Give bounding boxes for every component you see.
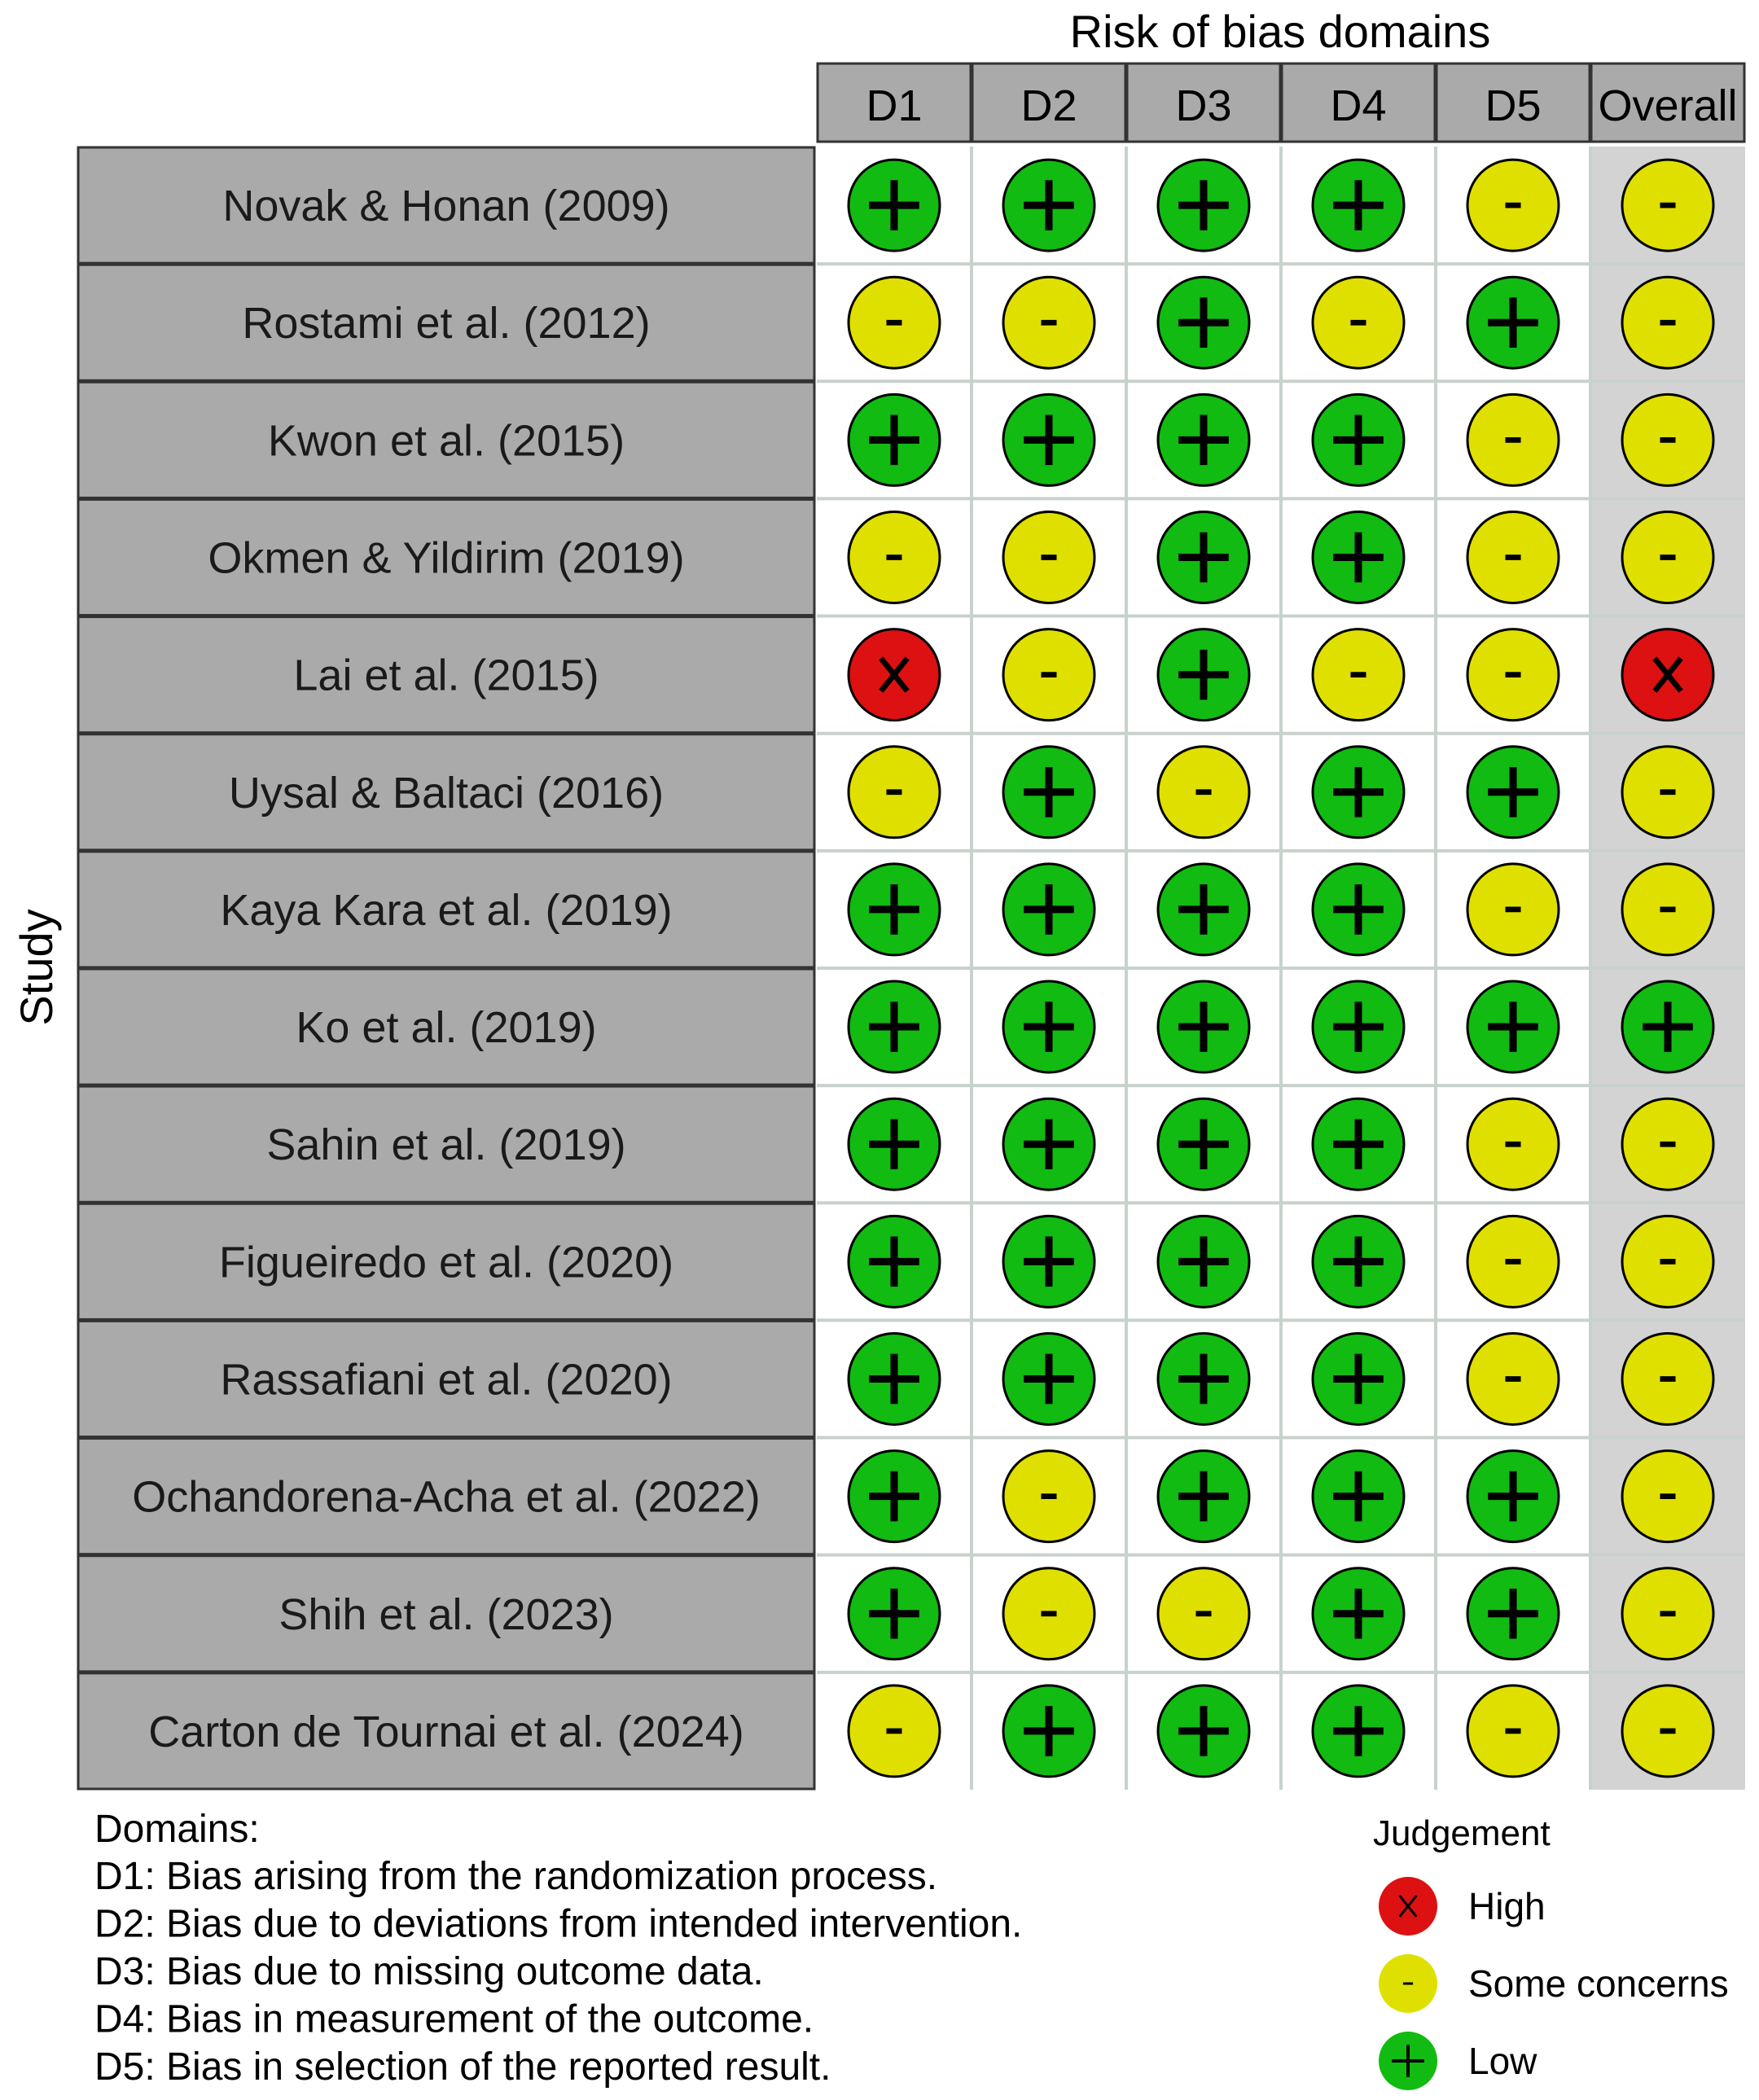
judgement-mark [849,981,940,1072]
judgement-mark [1313,1333,1404,1424]
judgement-mark [1622,1333,1713,1424]
judgement-mark [1158,747,1249,838]
study-label: Okmen & Yildirim (2019) [208,533,685,583]
domain-description: D5: Bias in selection of the reported result. [94,2045,831,2089]
column-header-label: D4 [1330,81,1387,130]
study-label: Kaya Kara et al. (2019) [220,885,673,935]
legend-label: Some concerns [1468,1962,1729,2005]
column-header-label: D5 [1485,81,1542,130]
domain-descriptions [94,1808,1022,2089]
study-label: Kwon et al. (2015) [267,416,625,466]
judgement-mark [1467,981,1559,1072]
study-label: Ochandorena-Acha et al. (2022) [132,1472,761,1522]
study-label: Figueiredo et al. (2020) [218,1238,674,1287]
judgement-mark [1622,1568,1713,1659]
judgement-mark [849,277,940,368]
judgement-mark [1622,1216,1713,1307]
judgement-mark [1313,1686,1404,1777]
judgement-mark [1313,981,1404,1072]
judgement-mark [1313,160,1404,251]
study-label: Lai et al. (2015) [293,651,599,700]
legend-item [1379,1877,1546,1936]
judgement-mark [1003,1568,1094,1659]
judgement-mark [1467,1216,1559,1307]
judgement-mark [1158,1686,1249,1777]
judgement-mark [1467,747,1559,838]
judgement-mark [1622,629,1713,721]
judgement-mark [1467,1333,1559,1424]
judgement-mark [1158,1216,1249,1307]
judgement-mark [1158,981,1249,1072]
legend-label: Low [1468,2040,1537,2082]
judgement-mark [1003,629,1094,721]
judgement-mark [1003,1098,1094,1190]
judgement-mark [1003,511,1094,603]
judgement-mark [1158,160,1249,251]
judgement-mark [1313,394,1404,485]
domain-description: D4: Bias in measurement of the outcome. [94,1997,814,2041]
judgement-mark [849,160,940,251]
column-header-label: D1 [866,81,923,130]
judgement-mark [1003,394,1094,485]
judgement-mark [1622,981,1713,1072]
judgement-mark [849,629,940,721]
judgement-mark [1622,864,1713,955]
judgement-mark [1313,511,1404,603]
domain-description: D3: Bias due to missing outcome data. [94,1950,764,1993]
judgement-mark [1003,277,1094,368]
judgement-mark [1467,160,1559,251]
judgement-mark [1158,1098,1249,1190]
judgement-mark [1158,1451,1249,1542]
judgement-mark [1622,394,1713,485]
legend-item [1379,1954,1729,2013]
judgement-mark [1158,629,1249,721]
judgement-mark [1313,864,1404,955]
judgement-mark [1467,864,1559,955]
legend-label: High [1468,1885,1546,1927]
judgement-mark [1313,1568,1404,1659]
judgement-mark [1467,1686,1559,1777]
chart-title: Risk of bias domains [1069,6,1491,57]
study-label: Rassafiani et al. (2020) [220,1355,673,1405]
judgement-mark [1467,629,1559,721]
judgement-mark [1003,160,1094,251]
judgement-mark [849,1451,940,1542]
judgement-mark [1313,1098,1404,1190]
y-axis-label: Study [11,909,62,1026]
judgement-mark [1622,1098,1713,1190]
judgement-mark [1467,1451,1559,1542]
judgement-mark [1622,160,1713,251]
study-label: Sahin et al. (2019) [266,1120,626,1170]
judgement-mark [1158,1333,1249,1424]
judgement-mark [849,1098,940,1190]
judgement-mark [1313,747,1404,838]
legend-item [1379,2032,1537,2090]
judgement-mark [849,747,940,838]
judgement-mark [849,394,940,485]
legend [1373,1813,1729,2090]
study-label: Ko et al. (2019) [296,1003,597,1053]
judgement-mark [1467,1568,1559,1659]
judgement-mark [1158,864,1249,955]
judgement-mark [1003,1333,1094,1424]
judgement-mark [1467,1098,1559,1190]
judgement-mark [1003,1216,1094,1307]
judgement-mark [849,1333,940,1424]
judgement-mark [1622,747,1713,838]
judgement-mark [1158,394,1249,485]
study-label: Uysal & Baltaci (2016) [228,768,665,818]
judgement-mark [1467,277,1559,368]
column-header-label: Overall [1598,81,1738,130]
judgement-mark [849,864,940,955]
judgement-mark [1003,981,1094,1072]
legend-title: Judgement [1373,1813,1551,1853]
judgement-mark [1622,277,1713,368]
study-label: Carton de Tournai et al. (2024) [148,1707,744,1756]
judgement-mark [849,1568,940,1659]
judgement-mark [1467,511,1559,603]
judgement-mark [1003,1451,1094,1542]
judgement-mark [1003,747,1094,838]
judgement-mark [1622,1451,1713,1542]
domain-description: D2: Bias due to deviations from intended intervention. [94,1902,1023,1946]
judgement-mark [1622,1686,1713,1777]
study-label: Novak & Honan (2009) [222,182,670,231]
judgement-mark [1622,511,1713,603]
domain-description: D1: Bias arising from the randomization process. [94,1855,938,1898]
study-label: Rostami et al. (2012) [242,299,651,349]
domains-heading: Domains: [94,1808,260,1851]
judgement-mark [849,511,940,603]
judgement-mark [1313,277,1404,368]
judgement-mark [1158,1568,1249,1659]
judgement-mark [1313,1451,1404,1542]
column-header-label: D2 [1020,81,1077,130]
judgement-mark [1313,629,1404,721]
judgement-mark [849,1686,940,1777]
judgement-mark [1313,1216,1404,1307]
judgement-mark [1003,1686,1094,1777]
judgement-mark [1158,511,1249,603]
judgement-mark [1003,864,1094,955]
study-label: Shih et al. (2023) [279,1589,614,1639]
column-header-label: D3 [1175,81,1232,130]
judgement-mark [1158,277,1249,368]
judgement-mark [1467,394,1559,485]
judgement-mark [849,1216,940,1307]
